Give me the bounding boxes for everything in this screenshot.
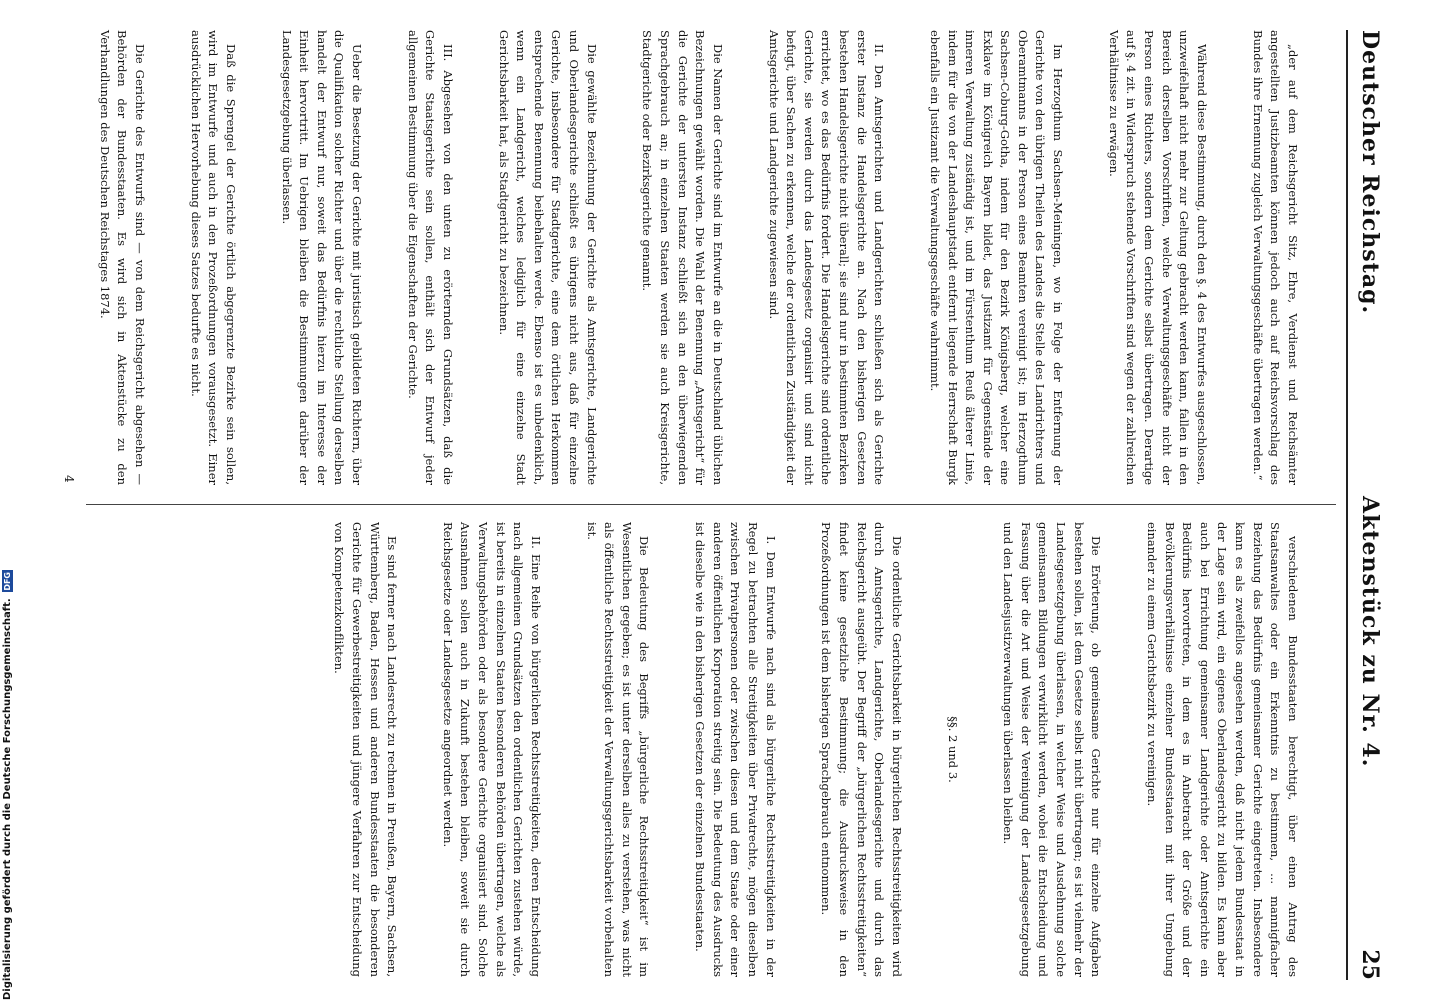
digitization-credit [2,570,13,1000]
paragraph: Im Herzogthum Sachsen-Meiningen, wo in Folge der Entfernung der Gerichte von den übrigen Theilen des Landes die Stelle des Landrichters und Oberamtmanns in der Person eines Beamten vereinigt ist; im Herzogthum Sachsen-Coburg-Gotha, indem für den Bezirk Königsberg, welcher eine Exklave im Königreich Bayern bildet, das Justizamt für Gegenstände der inneren Verwaltung zuständig ist, und im Fürstenthum Reuß älterer Linie, indem für die von der Landeshauptstadt entfernt liegende Herrschaft Burgk ebenfalls ein Justizamt die Verwaltungsgeschäfte wahrnimmt. [927,30,1066,489]
paragraph: Ueber die Besetzung der Gerichte mit juristisch gebildeten Richtern, über die Qualifikation solcher Richter und über die rechtliche Stellung derselben handelt der Entwurf nur, soweit das Bedürfnis hierzu im Interesse der Einheit hervortritt. Im Uebrigen bleiben die Bestimmungen darüber der Landesgesetzgebung überlassen. [279,30,364,489]
paragraph: Die gewählte Bezeichnung der Gerichte als Amtsgerichte, Landgerichte und Oberlandesgerichte schließt es übrigens nicht aus, daß für einzelne Gerichte, insbesondere für Stadtgerichte, eine dem örtlichen Herkommen entsprechende Benennung beibehalten werde. Ebenso ist es unbedenklich, wenn ein Landgericht, welches lediglich für eine einzelne Stadt Gerichtsbarkeit hat, als Stadtgericht zu bezeichnen. [496,30,599,489]
paragraph: Die Namen der Gerichte sind im Entwurfe an die in Deutschland üblichen Bezeichnungen gewählt worden. Die Wahl der Benennung „Amtsgericht“ für die Gerichte der untersten Instanz schließt sich an den überwiegenden Sprachgebrauch an; in einzelnen Staaten werden sie auch Kreisgerichte, Stadtgerichte oder Bezirksgerichte genannt. [640,30,725,489]
paragraph: „der auf dem Reichsgericht Sitz, Ehre, Verdienst und Reichsämter angestellten Justizbeamten können jedoch auch auf Reichsvorschlag des Bundes ihre Ernennung zugleich Verwaltungsgeschäfte übertragen werden.“ [1250,30,1300,489]
paragraph: verschiedenen Bundesstaaten berechtigt, über einen Antrag des Staatsanwaltes oder ein Erkenntnis zu bestimmen, ... mannigfacher Beziehung das Bedürfnis gemeinsamer Gerichte eingetreten. Insbesondere kann es als zweifellos angesehen werden, daß nicht jedem Bundesstaat in der Lage sein wird, ein eigenes Oberlandesgericht zu bilden. Es kann aber auch bei Errichtung gemeinsamer Landgerichte oder Amtsgerichte ein Bedürfnis hervortreten, in dem es in Anbetracht der Größe und der Bevölkerungsverhältnisse einzelner Bundesstaaten mit ihrer Umgebung einander zu einem Gerichtsbezirk zu vereinigen. [1145,522,1300,981]
paragraph: Es sind ferner nach Landesrecht zu rechnen in Preußen, Bayern, Sachsen, Württemberg, Baden, Hessen und anderen Bundesstaaten die besonderen Gerichte für Gewerbestreitigkeiten und jüngere Verfahren zur Entscheidung von Kompetenzkonflikten. [332,522,400,981]
header-title: Deutscher Reichstag. [1357,30,1383,315]
paragraph: Die Gerichte des Entwurfs sind — von dem Reichsgericht abgesehen — Behörden der Bundesstaaten. Es wird sich in Aktenstücke zu den Verhandlungen des Deutschen Reichstages 1874. [97,30,147,489]
paragraph: Die Bedeutung des Begriffs „bürgerliche Rechtsstreitigkeit“ ist im Wesentlichen gegeben; es ist unter derselben alles zu verstehen, was nicht als öffentliche Rechtsstreitigkeit der Verwaltungsgerichtsbarkeit vorbehalten ist. [584,522,652,981]
paragraph: Während diese Bestimmung, durch den §. 4 des Entwurfes ausgeschlossen, unzweifelhaft nicht mehr zur Geltung gebracht werden kann, fallen in den Bereich derselben Vorschriften, welche Verwaltungsgeschäfte nicht der Person eines Richters, sondern dem Gerichte selbst übertragen. Derartige auf §. 4 zit. in Widerspruch stehende Vorschriften sind wegen der zahlreichen Verhältnisse zu erwägen. [1106,30,1209,489]
credit-text: Digitalisierung gefördert durch die Deutsche Forschungsgemeinschaft. [2,598,13,1000]
paragraph: Daß die Sprengel der Gerichte örtlich abgegrenzte Bezirke sein sollen, wird im Entwurfe und auch in den Prozeßordnungen vorausgesetzt. Einer ausdrücklichen Hervorhebung dieses Satzes bedurfte es nicht. [188,30,238,489]
section-heading: §§. 2 und 3. [945,716,960,783]
paragraph: I. Dem Entwurfe nach sind als bürgerliche Rechtsstreitigkeiten in der Regel zu betrachten alle Streitigkeiten über Privatrechte, mögen dieselben zwischen Privatpersonen oder zwischen diesen und dem Staate oder einer anderen öffentlichen Korporation streitig sein. Die Bedeutung des Ausdrucks ist dieselbe wie in den bisherigen Gesetzen der einzelnen Bundesstaaten. [693,522,778,981]
header-rule [1346,30,1348,980]
paragraph: II. Den Amtsgerichten und Landgerichten schließen sich als Gerichte erster Instanz die Handelsgerichte an. Nach den bisherigen Gesetzen bestehen Handelsgerichte nicht überall; sie sind nur in bestimmten Bezirken errichtet, wo es das Bedürfnis fordert. Die Handelsgerichte sind ordentliche Gerichte, sie werden durch das Landesgesetz organisirt und sind nicht befugt, über Sachen zu erkennen, welche der ordentlichen Zuständigkeit der Amtsgerichte und Landgerichte zugewiesen sind. [766,30,887,489]
page-number: 25 [1357,949,1383,980]
rotated-page-content [30,30,1390,980]
dfg-logo: DFG [3,572,12,591]
paragraph: Die Erörterung, ob gemeinsame Gerichte nur für einzelne Aufgaben bestehen sollen, ist dem Gesetze selbst nicht übertragen; es ist vielmehr der Landesgesetzgebung überlassen, in welcher Weise und Ausdehnung solche gemeinsamen Bildungen verwirklicht werden, wobei die Entscheidung und Fassung über die Art und Weise der Vereinigung der Landesgesetzgebung und den Landesjustizverwaltungen überlassen bleiben. [1001,522,1104,981]
text-column-right [292,522,1336,981]
signature-mark: 4 [62,475,76,483]
column-divider [86,504,1336,505]
paragraph: II. Eine Reihe von bürgerlichen Rechtsstreitigkeiten, deren Entscheidung nach allgemeinen Grundsätzen den ordentlichen Gerichten zustehen würde, ist bereits in einzelnen Staaten besonderen Behörden übertragen, welche als Verwaltungsbehörden oder als besondere Gerichte organisiert sind. Solche Ausnahmen sollen auch in Zukunft bestehen bleiben, soweit sie durch Reichsgesetze oder Landesgesetze angeordnet werden. [440,522,543,981]
text-column-left [57,30,1336,489]
header-subtitle: Aktenstück zu Nr. 4. [1357,496,1383,768]
paragraph: Die ordentliche Gerichtsbarkeit in bürgerlichen Rechtsstreitigkeiten wird durch Amtsgerichte, Landgerichte, Oberlandesgerichte und durch das Reichsgericht ausgeübt. Der Begriff der „bürgerlichen Rechtsstreitigkeiten“ findet keine gesetzliche Bestimmung; die Ausdrucksweise in den Prozeßordnungen ist dem bisherigen Sprachgebrauch entnommen. [819,522,904,981]
paragraph: III. Abgesehen von den unten zu erörternden Grundsätzen, daß die Gerichte Staatsgerichte sein sollen, enthält sich der Entwurf jeder allgemeinen Bestimmung über die Eigenschaften der Gerichte. [405,30,455,489]
page-header [1350,30,1390,980]
